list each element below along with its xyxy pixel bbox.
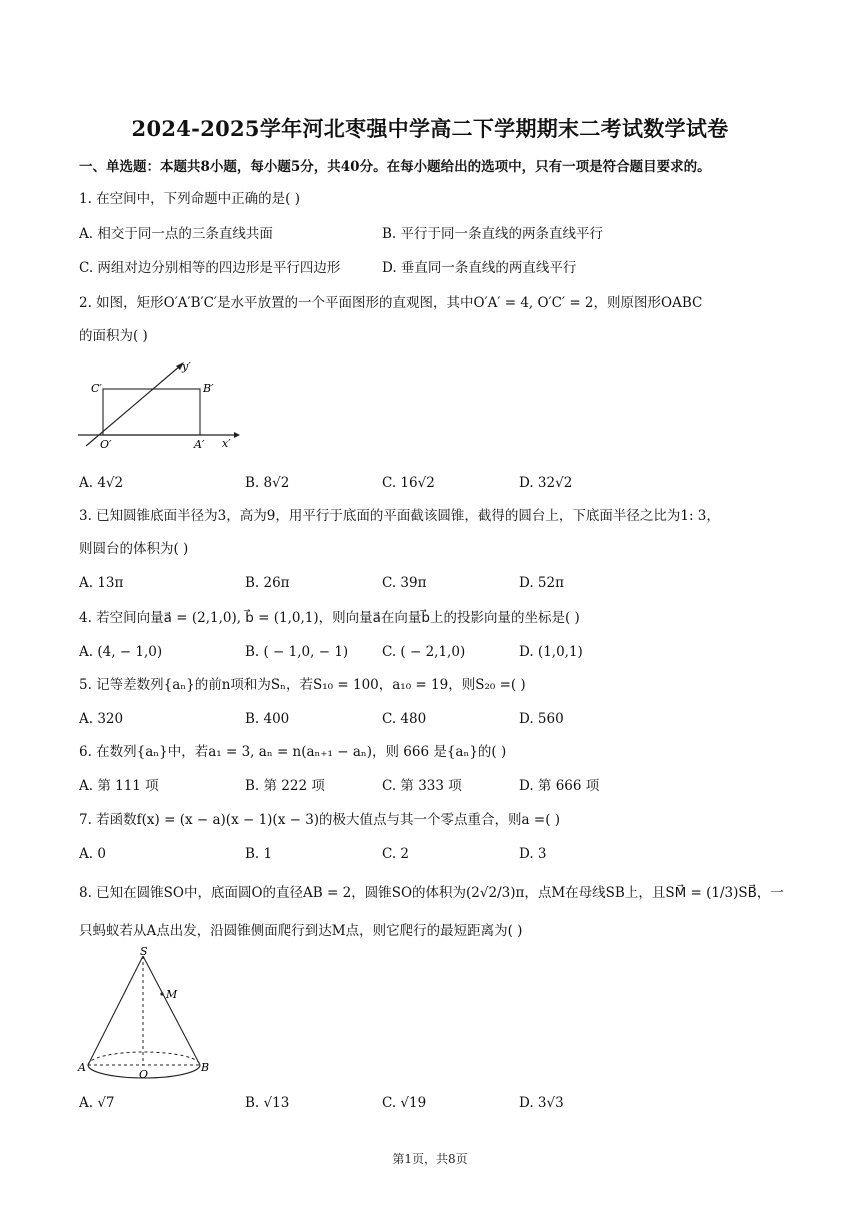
- q3-option-a: A. 13π: [79, 575, 124, 591]
- label-o: O: [139, 1068, 149, 1081]
- q6-option-d: D. 第 666 项: [519, 778, 600, 794]
- question-5: 5. 记等差数列{aₙ}的前n项和为Sₙ，若S₁₀ = 100，a₁₀ = 19，则S₂₀ =( ): [79, 677, 526, 693]
- q2-option-a: A. 4√2: [79, 475, 124, 491]
- q4-option-b: B. ( − 1,0, − 1): [245, 644, 349, 660]
- q3-option-b: B. 26π: [245, 575, 290, 591]
- label-s: S: [140, 946, 148, 958]
- cone-edge-sb: [143, 956, 200, 1065]
- question-1: 1. 在空间中，下列命题中正确的是( ): [79, 191, 300, 207]
- base-back-arc: [88, 1052, 200, 1065]
- q7-option-b: B. 1: [245, 846, 273, 862]
- q6-option-b: B. 第 222 项: [245, 778, 325, 794]
- question-6: 6. 在数列{aₙ}中，若a₁ = 3, aₙ = n(aₙ₊₁ − aₙ)，则 666 是{aₙ}的( ): [79, 744, 507, 760]
- q4-option-a: A. (4, − 1,0): [79, 644, 163, 660]
- question-7: 7. 若函数f(x) = (x − a)(x − 1)(x − 3)的极大值点与其一个零点重合，则a =( ): [79, 812, 561, 828]
- q4-option-c: C. ( − 2,1,0): [382, 644, 466, 660]
- q8-option-d: D. 3√3: [519, 1095, 564, 1111]
- cone-edge-sa: [88, 956, 143, 1065]
- q1-option-b: B. 平行于同一条直线的两条直线平行: [382, 226, 604, 242]
- section-heading: 一、单选题：本题共8小题，每小题5分，共40分。在每小题给出的选项中，只有一项是符合题目要求的。: [79, 159, 711, 175]
- q2-option-d: D. 32√2: [519, 475, 573, 491]
- label-c: C′: [91, 382, 102, 395]
- label-a: A′: [194, 438, 205, 451]
- q6-option-c: C. 第 333 项: [382, 778, 462, 794]
- q7-option-a: A. 0: [79, 846, 106, 862]
- point-m: [160, 992, 163, 995]
- label-a: A: [78, 1061, 86, 1074]
- q5-option-d: D. 560: [519, 711, 564, 727]
- question-3-line-1: 3. 已知圆锥底面半径为3，高为9，用平行于底面的平面截该圆锥，截得的圆台上，下底面半径之比为1: 3，: [79, 508, 720, 524]
- figure-cone: [76, 946, 216, 1082]
- label-y: y′: [182, 360, 191, 373]
- question-2-line-2: 的面积为( ): [79, 328, 148, 344]
- y-axis-line: [86, 366, 180, 446]
- q8-option-b: B. √13: [245, 1095, 290, 1111]
- q5-option-c: C. 480: [382, 711, 427, 727]
- page-title: 2024-2025学年河北枣强中学高二下学期期末二考试数学试卷: [131, 116, 729, 141]
- q3-option-c: C. 39π: [382, 575, 427, 591]
- q7-option-c: C. 2: [382, 846, 410, 862]
- label-b: B: [201, 1061, 210, 1074]
- label-o: O′: [100, 438, 112, 451]
- q1-option-c: C. 两组对边分别相等的四边形是平行四边形: [79, 260, 341, 276]
- label-b: B′: [203, 382, 214, 395]
- q5-option-a: A. 320: [79, 711, 124, 727]
- q1-option-d: D. 垂直同一条直线的两直线平行: [382, 260, 577, 276]
- rectangle-oabc: [103, 389, 200, 435]
- q5-option-b: B. 400: [245, 711, 290, 727]
- q2-option-c: C. 16√2: [382, 475, 435, 491]
- question-3-line-2: 则圆台的体积为( ): [79, 541, 189, 557]
- x-axis-arrow-icon: [234, 432, 240, 438]
- question-2-line-1: 2. 如图，矩形O′A′B′C′是水平放置的一个平面图形的直观图，其中O′A′ = 4, O′C′ = 2，则原图形OABC: [79, 295, 703, 311]
- q8-option-c: C. √19: [382, 1095, 427, 1111]
- figure-oblique-rectangle: [76, 358, 241, 454]
- q6-option-a: A. 第 111 项: [79, 778, 159, 794]
- q4-option-d: D. (1,0,1): [519, 644, 583, 660]
- page-footer: 第1页，共8页: [392, 1152, 468, 1166]
- q7-option-d: D. 3: [519, 846, 547, 862]
- q1-option-a: A. 相交于同一点的三条直线共面: [79, 226, 273, 242]
- q3-option-d: D. 52π: [519, 575, 564, 591]
- question-8-line-2: 只蚂蚁若从A点出发，沿圆锥侧面爬行到达M点，则它爬行的最短距离为( ): [79, 923, 523, 939]
- q2-option-b: B. 8√2: [245, 475, 290, 491]
- question-4: 4. 若空间向量a⃗ = (2,1,0), b⃗ = (1,0,1)，则向量a⃗在向量b⃗上的投影向量的坐标是( ): [79, 610, 580, 626]
- label-x: x′: [222, 437, 231, 450]
- question-8-line-1: 8. 已知在圆锥SO中，底面圆O的直径AB = 2，圆锥SO的体积为(2√2/3)π，点M在母线SB上，且SM⃗ = (1/3)SB⃗，一: [79, 885, 784, 901]
- q8-option-a: A. √7: [79, 1095, 115, 1111]
- label-m: M: [166, 988, 178, 1001]
